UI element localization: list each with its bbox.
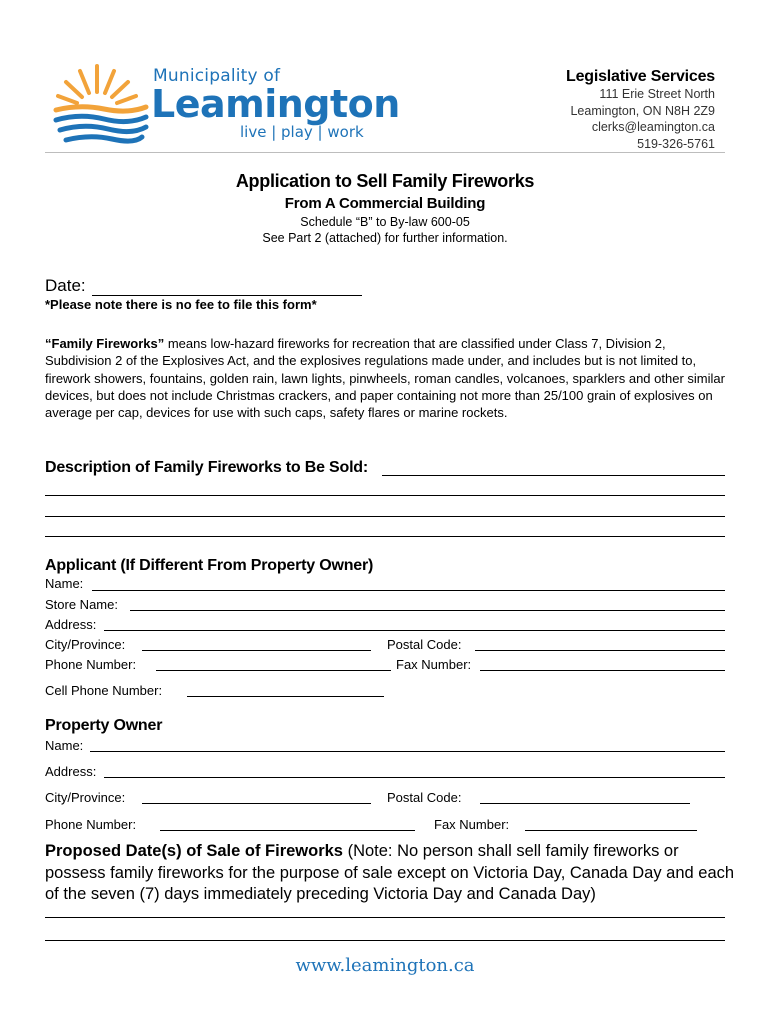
proposed-dates-section <box>45 841 735 906</box>
owner-city-label: City/Province: <box>45 790 126 805</box>
footer-website-link[interactable]: www.leamington.ca <box>295 955 475 976</box>
applicant-fax-field[interactable] <box>480 670 725 671</box>
owner-name-label: Name: <box>45 738 84 753</box>
owner-phone-field[interactable] <box>160 830 415 831</box>
applicant-postal-label: Postal Code: <box>387 637 462 652</box>
applicant-cell-field[interactable] <box>187 696 384 697</box>
applicant-store-name-label: Store Name: <box>45 597 118 612</box>
logo-municipality-of: Municipality of <box>153 66 281 86</box>
proposed-date-field-line-2[interactable] <box>45 940 725 941</box>
department-city: Leamington, ON N8H 2Z9 <box>570 103 715 118</box>
applicant-postal-field[interactable] <box>475 650 725 651</box>
applicant-heading: Applicant (If Different From Property Owner) <box>45 557 374 574</box>
family-fireworks-definition <box>45 335 730 421</box>
department-contact-block <box>566 68 715 152</box>
description-field-line-3[interactable] <box>45 516 725 517</box>
fee-note: *Please note there is no fee to file this form* <box>45 297 317 312</box>
description-field-line-2[interactable] <box>45 495 725 496</box>
owner-heading: Property Owner <box>45 717 163 734</box>
logo-tagline: live | play | work <box>240 123 364 141</box>
owner-city-field[interactable] <box>142 803 371 804</box>
sun-logo-icon <box>50 62 150 152</box>
see-part-note: See Part 2 (attached) for further information. <box>262 231 508 245</box>
department-name: Legislative Services <box>566 68 715 85</box>
owner-fax-field[interactable] <box>525 830 697 831</box>
definition-term: “Family Fireworks” <box>45 336 165 351</box>
proposed-note: (Note: No person shall sell family fireworks or possess family fireworks for the purpose of sale except on Victoria Day, Canada Day and each of the seven (7) days immediately preceding Victoria Day and Canada Day) <box>45 842 735 903</box>
owner-name-field[interactable] <box>90 751 725 752</box>
owner-phone-label: Phone Number: <box>45 817 137 832</box>
applicant-city-label: City/Province: <box>45 637 126 652</box>
date-field[interactable] <box>92 295 362 296</box>
schedule-note: Schedule “B” to By-law 600-05 <box>300 215 470 229</box>
department-email[interactable]: clerks@leamington.ca <box>591 120 715 134</box>
owner-address-label: Address: <box>45 764 97 779</box>
applicant-name-label: Name: <box>45 576 84 591</box>
date-label: Date: <box>45 276 86 295</box>
logo-leamington: Leamington <box>151 82 400 126</box>
applicant-phone-field[interactable] <box>156 670 391 671</box>
applicant-address-field[interactable] <box>104 630 725 631</box>
proposed-heading: Proposed Date(s) of Sale of Fireworks <box>45 842 343 860</box>
description-heading: Description of Family Fireworks to Be Sold: <box>45 459 369 476</box>
applicant-city-field[interactable] <box>142 650 371 651</box>
owner-fax-label: Fax Number: <box>434 817 510 832</box>
definition-text: means low-hazard fireworks for recreation that are classified under Class 7, Division 2, Subdivision 2 of the Explosives Act, and the explosives regulations made under, and includes but is not limited to, firework showers, fountains, golden rain, lawn lights, pinwheels, roman candles, volcanoes, sparklers and other similar devices, but does not include Christmas crackers, and paper containing not more than 25/100 grain of explosives on average per cap, devices for use with such caps, safety flares or marine rockets. <box>45 336 725 421</box>
department-phone: 519-326-5761 <box>637 136 715 151</box>
description-field-line-4[interactable] <box>45 536 725 537</box>
applicant-address-label: Address: <box>45 617 97 632</box>
applicant-cell-label: Cell Phone Number: <box>45 683 163 698</box>
applicant-fax-label: Fax Number: <box>396 657 472 672</box>
form-subtitle: From A Commercial Building <box>284 195 486 212</box>
description-field-line-1[interactable] <box>382 475 725 476</box>
applicant-name-field[interactable] <box>92 590 725 591</box>
header-divider <box>45 152 725 153</box>
applicant-phone-label: Phone Number: <box>45 657 137 672</box>
owner-address-field[interactable] <box>104 777 725 778</box>
form-title: Application to Sell Family Fireworks <box>235 171 535 191</box>
proposed-date-field-line-1[interactable] <box>45 917 725 918</box>
applicant-store-name-field[interactable] <box>130 610 725 611</box>
owner-postal-field[interactable] <box>480 803 690 804</box>
owner-postal-label: Postal Code: <box>387 790 462 805</box>
department-street: 111 Erie Street North <box>599 87 715 101</box>
